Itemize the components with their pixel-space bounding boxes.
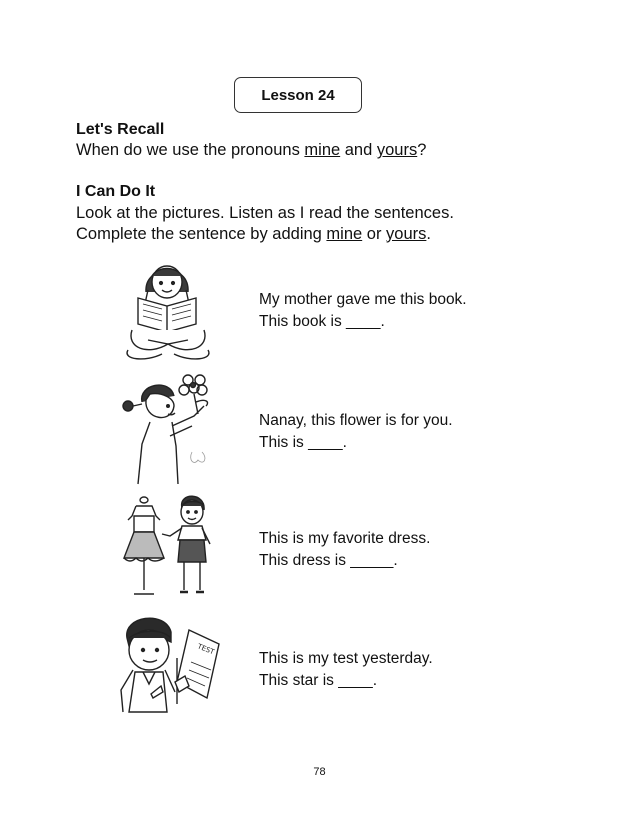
item-4-line-2: This star is ____. xyxy=(259,672,378,689)
recall-question xyxy=(76,141,426,160)
instruction-line-2 xyxy=(76,225,431,244)
i-can-do-it-heading: I Can Do It xyxy=(76,183,156,200)
option-yours: yours xyxy=(386,225,427,243)
instruction-or: or xyxy=(362,225,387,243)
boy-holding-test-paper-illustration xyxy=(115,612,225,720)
girl-holding-flower-illustration xyxy=(122,376,222,486)
test-paper-label: TEST xyxy=(196,642,216,657)
pronoun-mine: mine xyxy=(304,141,341,159)
instruction-text: Complete the sentence by adding xyxy=(76,225,327,243)
girl-reading-book-illustration xyxy=(118,252,218,364)
item-4-line-1: This is my test yesterday. xyxy=(259,650,433,667)
option-mine: mine xyxy=(326,225,363,243)
recall-question-and: and xyxy=(340,141,377,159)
recall-question-mark: ? xyxy=(417,141,427,159)
recall-question-text: When do we use the pronouns xyxy=(76,141,305,159)
item-4-sentences xyxy=(259,648,433,692)
item-1-line-2: This book is ____. xyxy=(259,313,385,330)
item-3-line-2: This dress is _____. xyxy=(259,552,398,569)
item-1-sentences xyxy=(259,289,467,333)
instruction-line-1: Look at the pictures. Listen as I read the sentences. xyxy=(76,204,454,222)
instruction-period: . xyxy=(426,225,431,243)
page-number: 78 xyxy=(313,766,326,778)
item-2-line-1: Nanay, this flower is for you. xyxy=(259,412,453,429)
dress-and-girl-illustration xyxy=(120,494,220,604)
item-2-line-2: This is ____. xyxy=(259,434,347,451)
item-1-line-1: My mother gave me this book. xyxy=(259,291,467,308)
lesson-label: Lesson 24 xyxy=(234,77,362,113)
lets-recall-heading: Let's Recall xyxy=(76,121,165,138)
pronoun-yours: yours xyxy=(376,141,418,159)
item-2-sentences xyxy=(259,410,453,454)
item-3-sentences xyxy=(259,528,430,572)
item-3-line-1: This is my favorite dress. xyxy=(259,530,431,547)
